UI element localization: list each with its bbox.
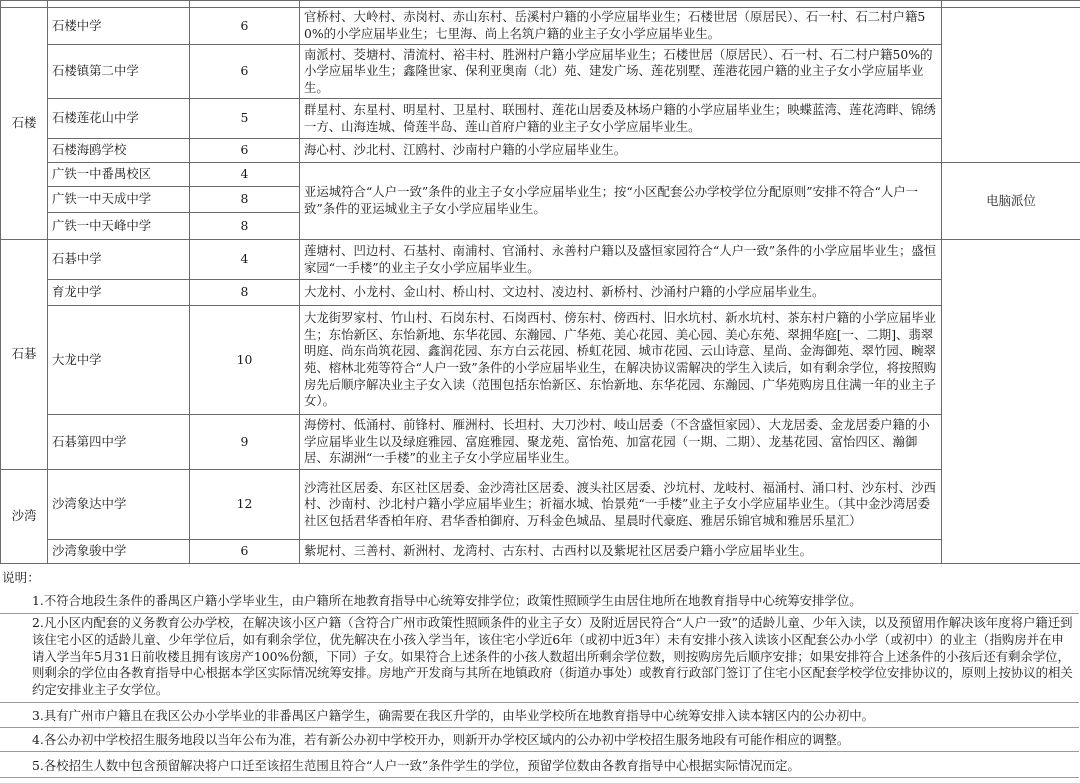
service-area: 群星村、东星村、明星村、卫星村、联围村、莲花山居委及林场户籍的小学应届毕业生；映蝶蓝湾、莲花湾畔、锦绣一方、山海连城、倚莲半岛、莲山首府户籍的业主子女小学应届毕业生。 [300,99,942,139]
note-item-1: 1.不符合地段生条件的番禺区户籍小学毕业生，由户籍所在地教育指导中心统筹安排学位；政策性照顾学生由居住地所在地教育指导中心统筹安排学位。 [0,593,1079,614]
school-name: 沙湾象达中学 [48,470,190,540]
service-area: 海傍村、低涌村、前锋村、雁洲村、长坦村、大刀沙村、岐山居委（不含盛恒家园）、大龙居委、金龙居委户籍的小学应届毕业生以及绿庭雅园、富庭雅园、聚龙苑、富怡苑、加富花园（一期、二期）、龙基花园、富怡四区、瀚御居、东湖洲“一手楼”的业主子女小学应届毕业生。 [300,415,942,470]
table-row [1,415,1080,470]
school-name: 大龙中学 [48,306,190,415]
note-item-3: 3.具有广州市户籍且在我区公办小学毕业的非番禺区户籍学生，确需要在我区升学的，由毕业学校所在地教育指导中心统筹安排入读本辖区内的公办初中。 [0,708,1079,728]
assignment-method: 电脑派位 [942,163,1080,240]
method-cell [942,1,1080,8]
quota-value: 6 [190,540,300,564]
school-name: 石碁第四中学 [48,415,190,470]
table-row-top-fragment [1,1,1080,8]
school-name: 广铁一中番禺校区 [48,163,190,187]
town-cell: 沙湾 [1,470,48,564]
quota-value: 10 [190,306,300,415]
quota-value: 5 [190,99,300,139]
service-area: 海心村、沙北村、江鸥村、沙南村户籍的小学应届毕业生。 [300,139,942,163]
service-area: 大龙街罗家村、竹山村、石岗东村、石岗西村、傍东村、傍西村、旧水坑村、新水坑村、茶东村户籍的小学应届毕业生；东怡新区、东怡新地、东华花园、东瀚园、广华苑、美心花园、美心园、美心东苑、翠拥华庭[一、二期]、翡翠明庭、尚东尚筑花园、鑫润花园、东方白云花园、桥虹花园、城市花园、云山诗意、星尚、金海御苑、翠竹园、畹翠苑、榕林北苑等符合“人户一致”条件的小学应届毕业生，在解决协议需解决的学生入读后，如有剩余学位，将按照购房先后顺序解决业主子女入读（范围包括东怡新区、东怡新地、东华花园、东瀚园、广华苑购房且住满一年的业主子女）。 [300,306,942,415]
method-cell-empty [942,240,1080,564]
table-row [1,45,1080,99]
service-area: 莲塘村、凹边村、石基村、南浦村、官涌村、永善村户籍以及盛恒家园符合“人户一致”条件的小学应届毕业生；盛恒家园“一手楼”的业主子女小学应届毕业生。 [300,240,942,280]
note-item-2: 2.凡小区内配套的义务教育公办学校，在解决该小区户籍（含符合广州市政策性照顾条件的业主子女）及附近居民符合“人户一致”的适龄儿童、少年入读，以及预留用作解决该年度将户籍迁到该住宅小区的适龄儿童、少年学位后，如有剩余学位，优先解决在小孩入学当年，该住宅小学近6年（或初中近3年）未有安排小孩入读该小区配套公办小学（或初中）的业主（指购房并在申请入学当年5月31日前收楼且拥有该房产100%份额，下同）子女。如果符合上述条件的小孩人数超出所剩余学位数，则按购房先后顺序安排；如果安排符合上述条件的小孩后还有剩余学位，则剩余的学位由各教育指导中心根据本学区实际情况统筹安排。房地产开发商与其所在地镇政府（街道办事处）或教育行政部门签订了住宅小区配套学校学位安排协议的，原则上按协议的相关约定安排业主子女学位。 [0,615,1079,703]
town-cell: 石楼 [1,8,48,240]
school-name: 广铁一中天峰中学 [48,213,190,240]
quota-value: 6 [190,8,300,45]
table-row [1,470,1080,540]
school-name: 石楼镇第二中学 [48,45,190,99]
note-item-4: 4.各公办初中学校招生服务地段以当年公布为准，若有新公办初中学校开办，则新开办学校区域内的公办初中学校招生服务地段有可能作相应的调整。 [0,732,1079,752]
school-name: 沙湾象骏中学 [48,540,190,564]
quota-value: 8 [190,280,300,306]
school-name: 石楼海鸥学校 [48,139,190,163]
method-cell-empty [942,8,1080,163]
table-row [1,240,1080,280]
quota-value: 8 [190,213,300,240]
service-area: 大龙村、小龙村、金山村、桥山村、文边村、凌边村、新桥村、沙涌村户籍的小学应届毕业生。 [300,280,942,306]
school-name: 石碁中学 [48,240,190,280]
area-cell [300,1,942,8]
table-row [1,139,1080,163]
quota-value: 6 [190,139,300,163]
service-area: 官桥村、大岭村、赤岗村、赤山东村、岳溪村户籍的小学应届毕业生；石楼世居（原居民）、石一村、石二村户籍50%的小学应届毕业生；七里海、尚上名筑户籍的业主子女小学应届毕业生。 [300,8,942,45]
notes-heading: 说明： [2,570,40,585]
school-name: 石楼莲花山中学 [48,99,190,139]
quota-value: 6 [190,45,300,99]
table-row [1,8,1080,45]
quota-value: 12 [190,470,300,540]
quota-value: 8 [190,187,300,213]
table-row [1,540,1080,564]
table-row [1,99,1080,139]
quota-cell [190,1,300,8]
notes-section [0,570,1080,783]
service-area: 南派村、茭塘村、清流村、裕丰村、胜洲村户籍小学应届毕业生；石楼世居（原居民）、石一村、石二村户籍50%的小学应届毕业生；鑫隆世家、保利亚奥南（北）苑、建发广场、莲花别墅、莲港花园户籍的业主子女小学应届毕业生。 [300,45,942,99]
service-area: 沙湾社区居委、东区社区居委、金沙湾社区居委、渡头社区居委、沙坑村、龙岐村、福涌村、涌口村、沙东村、沙西村、沙南村、沙北村户籍小学应届毕业生；祈福水城、怡景苑“一手楼”业主子女小学应届毕业生。（其中金沙湾居委社区包括君华香柏年府、君华香柏御府、万科金色城品、星晨时代豪庭、雅居乐锦官城和雅居乐星汇） [300,470,942,540]
school-name: 广铁一中天成中学 [48,187,190,213]
table-row [1,163,1080,187]
table-row [1,306,1080,415]
table-row [1,280,1080,306]
quota-value: 9 [190,415,300,470]
note-item-5: 5.各校招生人数中包含预留解决将户口迁至该招生范围且符合“人户一致”条件学生的学位，预留学位数由各教育指导中心根据实际情况而定。 [0,758,1079,778]
school-name: 石楼中学 [48,8,190,45]
town-cell-top [1,1,48,8]
quota-value: 4 [190,163,300,187]
service-area-guangtie: 亚运城符合“人户一致”条件的业主子女小学应届毕业生；按“小区配套公办学校学位分配原则”安排不符合“人户一致”条件的亚运城业主子女小学应届毕业生。 [300,163,942,240]
quota-value: 4 [190,240,300,280]
service-area: 紫坭村、三善村、新洲村、龙湾村、古东村、古西村以及紫坭社区居委户籍小学应届毕业生。 [300,540,942,564]
school-name: 育龙中学 [48,280,190,306]
school-cell [48,1,190,8]
town-cell: 石碁 [1,240,48,470]
